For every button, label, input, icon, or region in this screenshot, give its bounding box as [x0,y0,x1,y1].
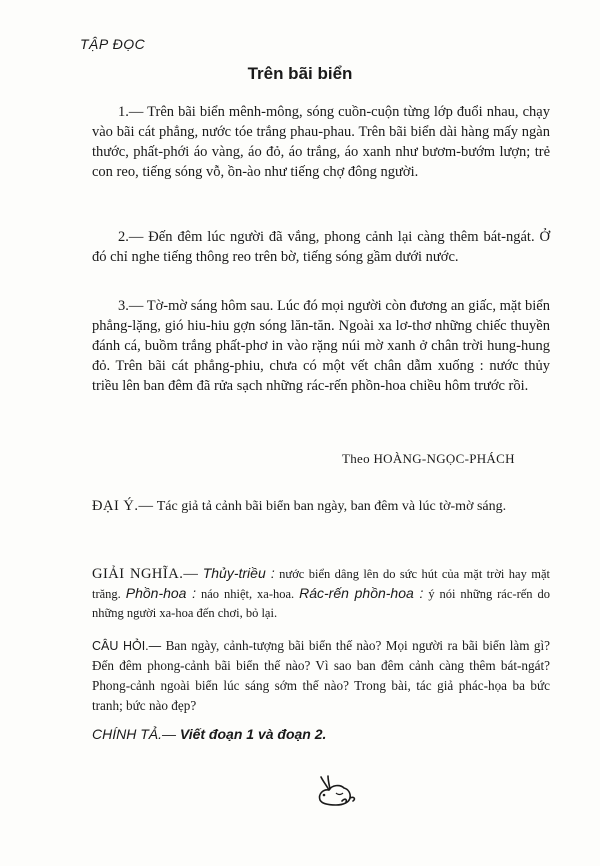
giai-nghia-label: GIẢI NGHĨA.— [92,566,199,582]
rabbit-icon [314,774,358,808]
dai-y-text: Tác giả tả cảnh bãi biển ban ngày, ban đêm và lúc tờ-mờ sáng. [153,499,507,514]
paragraph-text: Trên bãi biển mênh-mông, sóng cuồn-cuộn từng lớp đuổi nhau, chạy vào bãi cát phẳng, nước tóe trắng phau-phau. Trên bãi biển dài hàng mấy ngàn thước, phất-phới áo vàng, áo đỏ, áo trắng, áo xanh như bươm-bướm lượn; trẻ con reo, tiếng sóng vỗ, ồn-ào như tiếng chợ đông người. [92,104,550,180]
cau-hoi-text: Ban ngày, cảnh-tượng bãi biển thế nào? Mọi người ra bãi biển làm gì? Đến đêm phong-cảnh bãi biển thế nào? Vì sao ban đêm cảnh càng thêm bát-ngát? Phong-cảnh ngoài biển lúc sáng sớm thế nào? Trong bài, tác giả phác-họa ba bức tranh; bức nào đẹp? [92,638,550,713]
cau-hoi-label: CÂU HỎI.— [92,639,162,653]
paragraph-1 [92,102,550,182]
cau-hoi-block [92,636,550,716]
gloss-term: Thủy-triều : [202,565,275,581]
giai-nghia-block [92,564,550,623]
gloss-definition: náo nhiệt, xa-hoa. [196,587,300,601]
paragraph-number: 2.— [118,229,144,245]
dai-y-label: ĐẠI Ý.— [92,498,154,514]
gloss-definition: nước biển dâng lên do sức hút của mặt trời hay mặt trăng. [92,567,550,601]
attribution: Theo HOÀNG-NGỌC-PHÁCH [342,451,515,466]
paragraph-3 [92,296,550,396]
paragraph-text: Tờ-mờ sáng hôm sau. Lúc đó mọi người còn đương an giấc, mặt biển phẳng-lặng, gió hiu-hiu gợn sóng lăn-tăn. Ngoài xa lơ-thơ những chiếc thuyền đánh cá, buồm trắng phất-phơ in vào rặng núi mờ xanh ở chân trời hung-hung đỏ. Trên bãi cát phẳng-phiu, chưa có một vết chân dẫm xuống : nước thủy triều lên ban đêm đã rửa sạch những rác-rến phồn-hoa chiều hôm trước rồi. [92,298,550,394]
dai-y-block [92,496,550,517]
gloss-definition: ý nói những rác-rến do những người xa-hoa đến chơi, bỏ lại. [92,587,550,620]
paragraph-number: 1.— [118,104,144,120]
chinh-ta-label: CHÍNH TẢ.— [92,726,176,742]
paragraph-text: Đến đêm lúc người đã vắng, phong cảnh lại càng thêm bát-ngát. Ở đó chỉ nghe tiếng thông reo trên bờ, tiếng sóng gầm dưới nước. [92,229,550,265]
paragraph-number: 3.— [118,298,144,314]
gloss-term: Phồn-hoa : [125,585,197,601]
chinh-ta-block [92,726,326,742]
paragraph-2 [92,227,550,267]
chinh-ta-text: Viết đoạn 1 và đoạn 2. [176,726,327,742]
page-title: Trên bãi biển [247,64,353,83]
gloss-term: Rác-rến phồn-hoa : [299,585,424,601]
section-label: TẬP ĐỌC [80,36,146,52]
